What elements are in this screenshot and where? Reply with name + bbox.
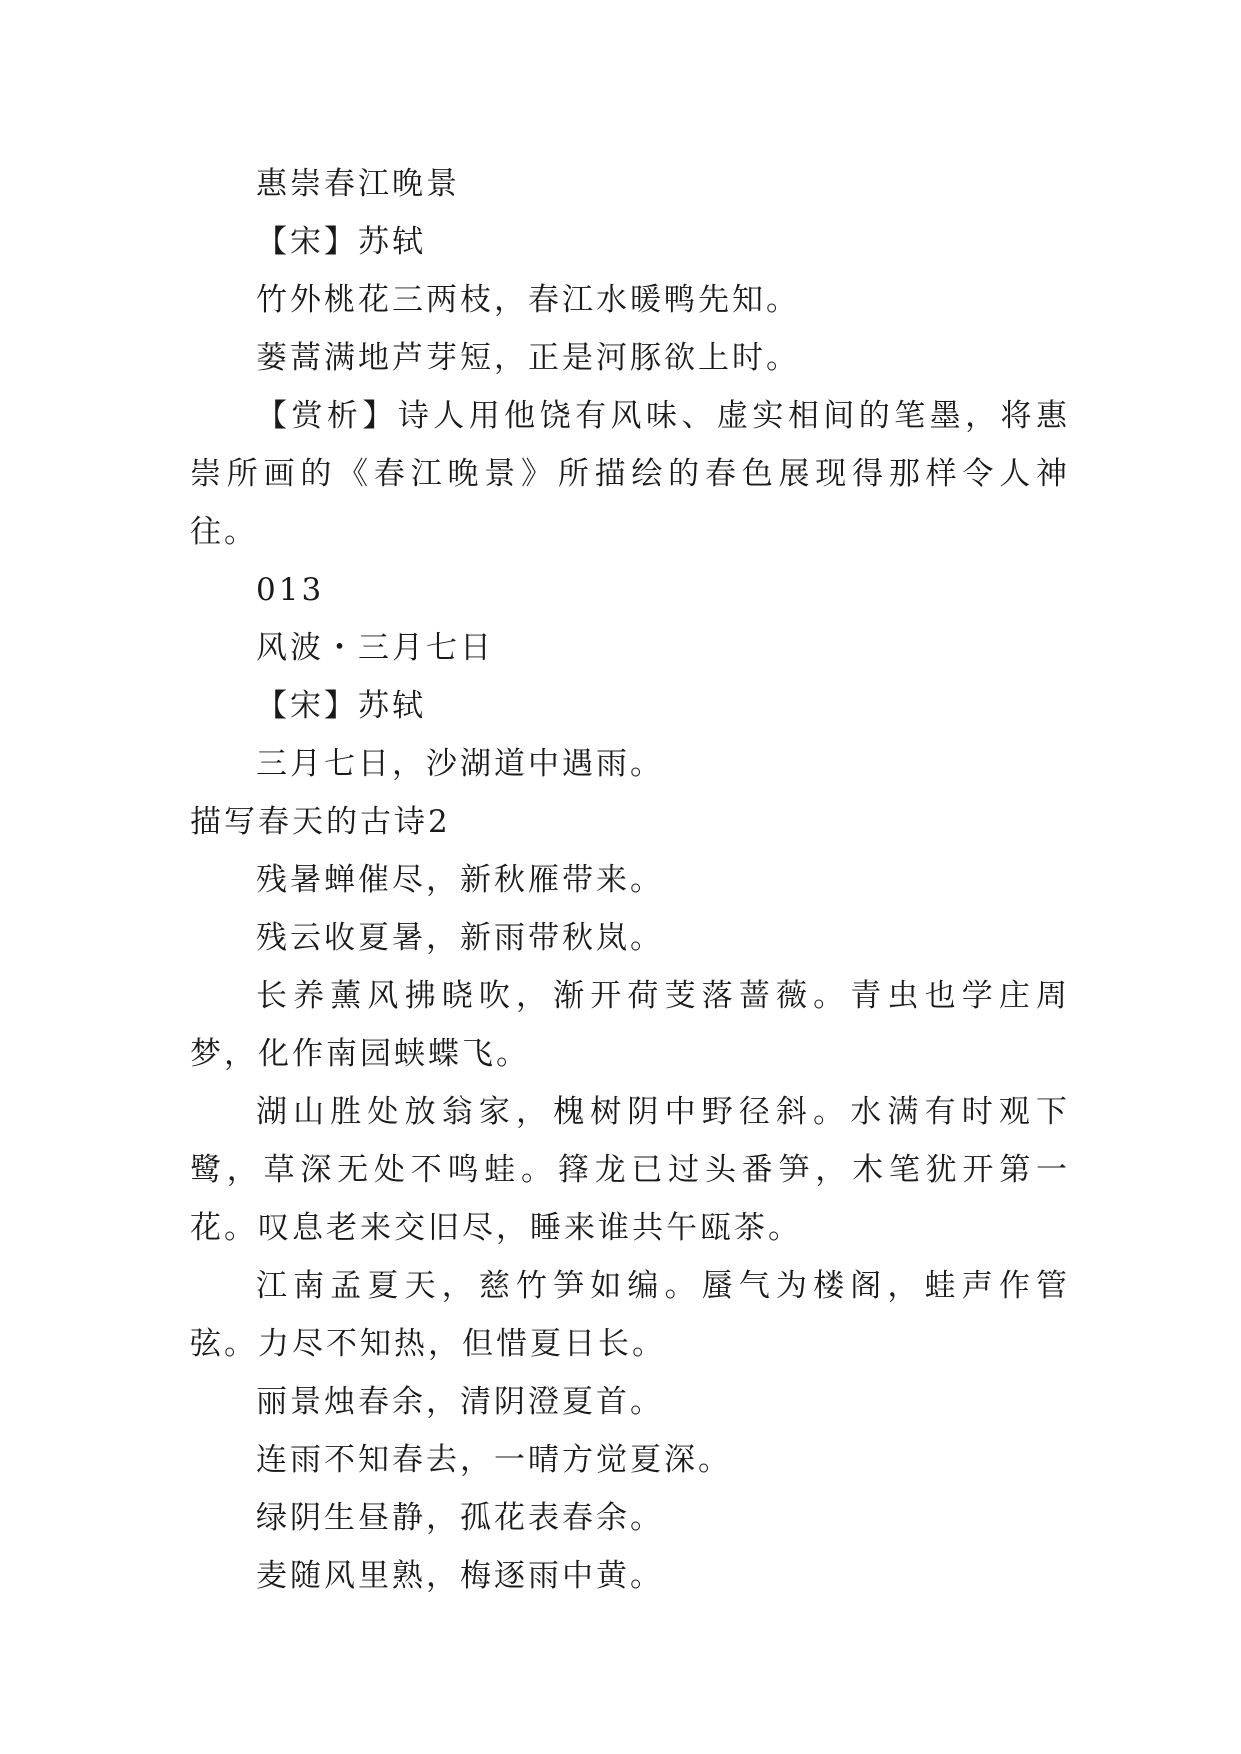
poem-line: 绿阴生昼静，孤花表春余。 <box>256 1500 664 1536</box>
poem-line: 竹外桃花三两枝，春江水暖鸭先知。 <box>256 282 800 318</box>
poem-paragraph: 湖山胜处放翁家，槐树阴中野径斜。水满有时观下鹭，草深无处不鸣蛙。箨龙已过头番笋，木笔犹开第一花。叹息老来交旧尽，睡来谁共午瓯茶。 <box>190 1094 1070 1246</box>
poem-title: 风波・三月七日 <box>256 630 494 666</box>
poem-line: 残暑蝉催尽，新秋雁带来。 <box>256 862 664 898</box>
appreciation-paragraph: 【赏析】诗人用他饶有风味、虚实相间的笔墨，将惠崇所画的《春江晚景》所描绘的春色展现得那样令人神往。 <box>190 398 1070 550</box>
poem-line: 连雨不知春去，一晴方觉夏深。 <box>256 1442 732 1478</box>
poem-paragraph: 江南孟夏天，慈竹笋如编。蜃气为楼阁，蛙声作管弦。力尽不知热，但惜夏日长。 <box>190 1268 1070 1362</box>
poem-paragraph: 长养薰风拂晓吹，渐开荷芰落蔷薇。青虫也学庄周梦，化作南园蛱蝶飞。 <box>190 978 1070 1072</box>
poem-line: 残云收夏暑，新雨带秋岚。 <box>256 920 664 956</box>
poem-line: 丽景烛春余，清阴澄夏首。 <box>256 1384 664 1420</box>
poem-line: 蒌蒿满地芦芽短，正是河豚欲上时。 <box>256 340 800 376</box>
document-body <box>190 155 1070 1605</box>
poem-title: 惠崇春江晚景 <box>256 166 460 202</box>
section-heading: 描写春天的古诗2 <box>190 804 451 840</box>
poem-line: 麦随风里熟，梅逐雨中黄。 <box>256 1558 664 1594</box>
poem-author: 【宋】苏轼 <box>256 688 426 724</box>
poem-preface: 三月七日，沙湖道中遇雨。 <box>256 746 664 782</box>
section-number: 013 <box>256 572 325 608</box>
poem-author: 【宋】苏轼 <box>256 224 426 260</box>
